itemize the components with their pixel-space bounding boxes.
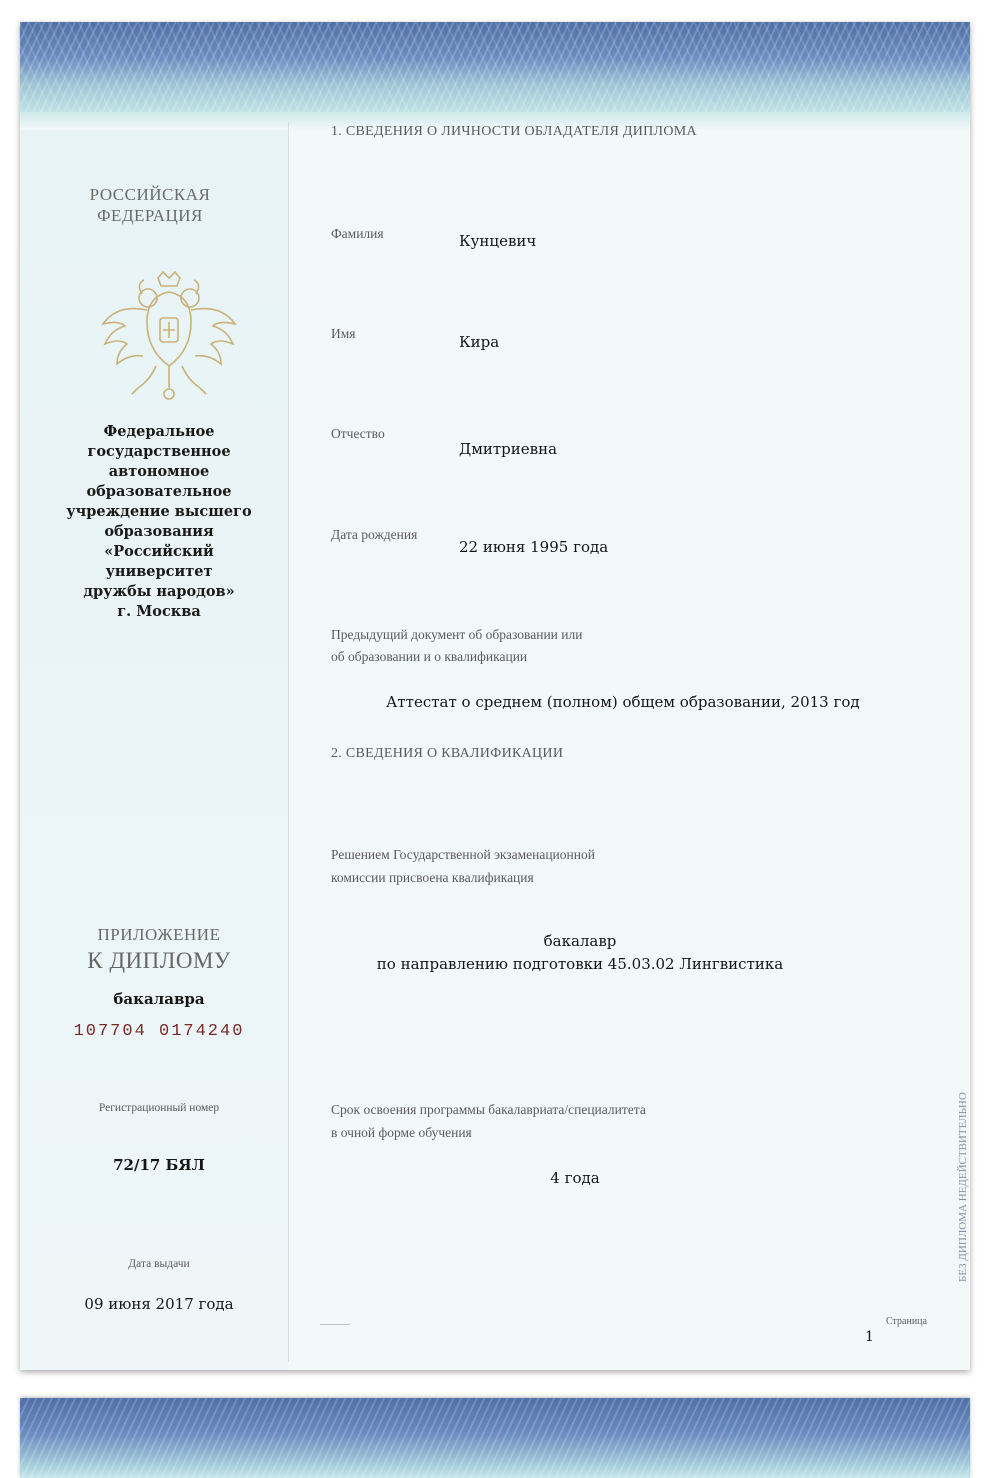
surname-label: Фамилия [331,226,384,241]
issue-date-label: Дата выдачи [128,1258,190,1270]
birth-date-label: Дата рождения [331,527,418,542]
org-line: государственное [87,443,231,460]
previous-document-value: Аттестат о среднем (полном) общем образовании, 2013 год [386,693,860,711]
surname-value: Кунцевич [459,232,537,250]
org-line: Федеральное [103,423,215,440]
name-value: Кира [459,333,500,351]
decision-label-1: Решением Государственной экзаменационной [331,847,595,862]
qualification-direction: по направлению подготовки 45.03.02 Лингвистика [376,955,784,973]
diploma-appendix-page [20,22,970,1370]
org-line: автономное образовательное [86,463,232,500]
appendix-title-line1: ПРИЛОЖЕНИЕ [97,925,221,944]
section2-title: 2. СВЕДЕНИЯ О КВАЛИФИКАЦИИ [331,746,564,761]
footer-rule [320,1324,350,1325]
security-pattern-band-top [20,22,970,112]
vertical-validity-note: БЕЗ ДИПЛОМА НЕДЕЙСТВИТЕЛЬНО [957,1092,969,1282]
term-value: 4 года [550,1169,600,1187]
appendix-title-line2: К ДИПЛОМУ [87,948,231,973]
registration-number: 72/17 БЯЛ [113,1156,205,1174]
issue-date: 09 июня 2017 года [84,1295,234,1313]
serial-number: 107704 0174240 [73,1022,245,1041]
org-line: университет [105,563,213,580]
org-line: «Российский [104,543,214,560]
country-name: РОССИЙСКАЯ ФЕДЕРАЦИЯ [89,185,211,225]
org-line: дружбы народов» [83,583,235,600]
term-label-2: в очной форме обучения [331,1125,472,1140]
birth-date-value: 22 июня 1995 года [459,538,609,556]
degree-level: бакалавра [113,990,205,1008]
section1-title: 1. СВЕДЕНИЯ О ЛИЧНОСТИ ОБЛАДАТЕЛЯ ДИПЛОМА [331,124,697,139]
org-line: учреждение высшего [66,503,252,520]
name-label: Имя [331,326,356,341]
previous-document-label-2: об образовании и о квалификации [331,649,528,664]
decision-label-2: комиссии присвоена квалификация [331,870,534,885]
patronymic-value: Дмитриевна [459,440,558,458]
org-line: г. Москва [117,603,201,620]
column-divider [288,122,289,1362]
organization-name [40,422,278,622]
coat-of-arms-icon [98,270,240,410]
org-line: образования [104,523,214,540]
qualification-value: бакалавр [543,932,617,950]
term-label-1: Срок освоения программы бакалавриата/специалитета [331,1102,646,1117]
security-pattern-band-next-page [20,1398,970,1478]
patronymic-label: Отчество [331,426,385,441]
registration-number-label: Регистрационный номер [98,1102,220,1114]
previous-document-label-1: Предыдущий документ об образовании или [331,627,583,642]
page-label: Страница [886,1316,927,1327]
page-number: 1 [865,1329,874,1345]
